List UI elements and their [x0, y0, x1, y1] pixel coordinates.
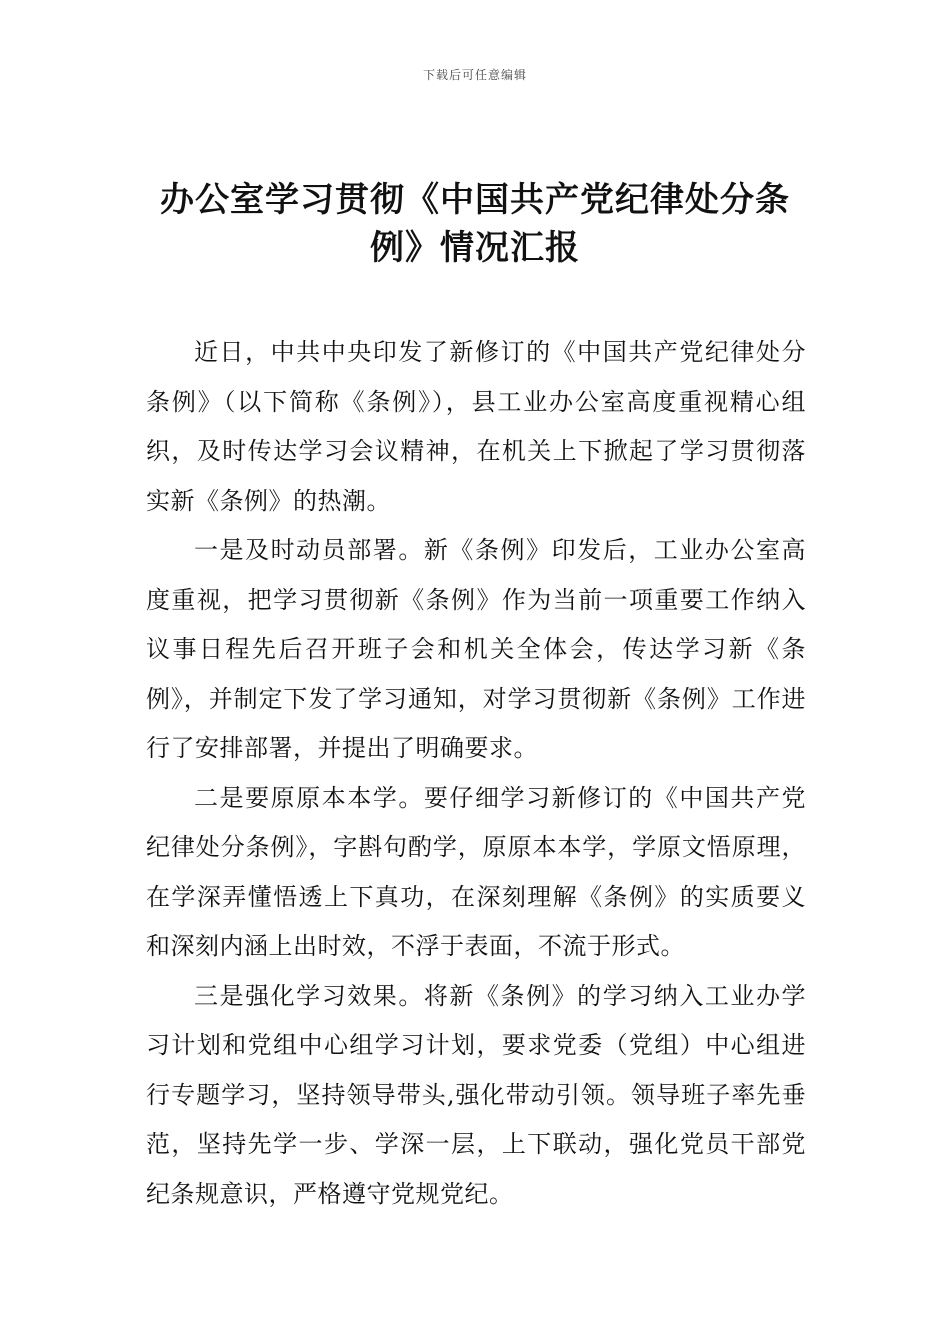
document-body — [146, 328, 806, 1219]
header-note: 下载后可任意编辑 — [422, 68, 527, 82]
paragraph-point-3: 三是强化学习效果。将新《条例》的学习纳入工业办学习计划和党组中心组学习计划，要求党委（党组）中心组进行专题学习，坚持领导带头,强化带动引领。领导班子率先垂范，坚持先学一步、学深一层，上下联动，强化党员干部党纪条规意识，严格遵守党规党纪。 — [146, 981, 806, 1208]
title-line-2: 例》情况汇报 — [370, 228, 580, 268]
paragraph-point-2: 二是要原原本本学。要仔细学习新修订的《中国共产党纪律处分条例》，字斟句酌学，原原本本学，学原文悟原理，在学深弄懂悟透上下真功，在深刻理解《条例》的实质要义和深刻内涵上出时效，不浮于表面，不流于形式。 — [146, 783, 806, 960]
paragraph-point-1: 一是及时动员部署。新《条例》印发后，工业办公室高度重视，把学习贯彻新《条例》作为当前一项重要工作纳入议事日程先后召开班子会和机关全体会，传达学习新《条例》，并制定下发了学习通知，对学习贯彻新《条例》工作进行了安排部署，并提出了明确要求。 — [146, 536, 806, 762]
paragraph-intro: 近日，中共中央印发了新修订的《中国共产党纪律处分条例》（以下简称《条例》），县工业办公室高度重视精心组织，及时传达学习会议精神，在机关上下掀起了学习贯彻落实新《条例》的热潮。 — [146, 338, 806, 515]
title-line-1: 办公室学习贯彻《中国共产党纪律处分条 — [160, 180, 790, 220]
document-title — [140, 176, 810, 272]
